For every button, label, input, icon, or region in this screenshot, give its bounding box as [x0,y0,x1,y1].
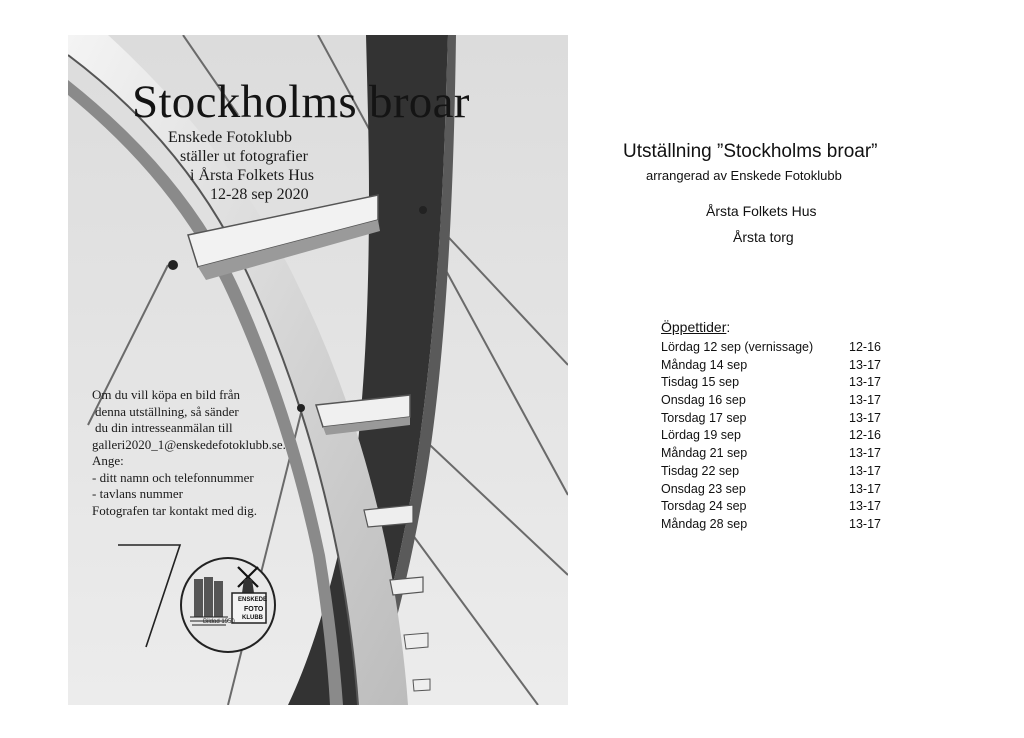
info-line: Fotografen tar kontakt med dig. [92,502,257,518]
hours-time: 13-17 [849,481,881,496]
hours-time: 13-17 [849,393,881,408]
hours-day: Lördag 19 sep [661,428,741,443]
hours-time: 13-17 [849,410,881,425]
hours-time: 12-16 [849,340,881,354]
hours-row [661,374,891,392]
club-logo [178,555,278,655]
hours-day: Måndag 14 sep [661,357,748,372]
info-line: denna utställning, så sänder [95,403,239,419]
hours-day: Onsdag 23 sep [661,481,746,496]
club-logo-icon [178,555,278,655]
hours-day: Lördag 12 sep (vernissage) [661,340,814,354]
hours-time: 13-17 [849,357,881,372]
hours-row [661,427,891,445]
info-line: du din intresseanmälan till [95,420,233,435]
opening-hours-heading-colon: : [726,319,731,335]
hours-day: Torsdag 24 sep [661,499,747,514]
logo-text: KLUBB [242,615,263,621]
info-line: - ditt namn och telefonnummer [92,469,254,485]
logo-founded: Bildad 1950 [203,619,235,625]
exhibition-poster [68,35,568,705]
hours-row [661,463,891,481]
poster-subtitle-line: i Årsta Folkets Hus [190,167,314,184]
bridge-photograph [68,35,568,705]
hours-time: 13-17 [849,375,881,390]
opening-hours-heading [661,319,730,335]
hours-time: 13-17 [849,446,881,461]
hours-row [661,410,891,428]
exhibition-organizer: arrangerad av Enskede Fotoklubb [646,168,842,183]
poster-club-name: Enskede Fotoklubb [168,129,292,146]
poster-subtitle-line: ställer ut fotografier [180,148,308,165]
exhibition-title: Utställning ”Stockholms broar” [623,141,878,162]
hours-row [661,392,891,410]
hours-time: 13-17 [849,463,881,478]
hours-row [661,445,891,463]
hours-day: Tisdag 15 sep [661,375,740,390]
hours-row [661,498,891,516]
logo-text: ENSKEDE [238,597,268,603]
exhibition-venue: Årsta Folkets Hus [706,203,817,219]
hours-day: Torsdag 17 sep [661,410,747,425]
hours-day: Måndag 21 sep [661,446,748,461]
hours-row [661,339,891,357]
hours-row [661,357,891,375]
poster-dates: 12-28 sep 2020 [210,186,309,203]
hours-time: 13-17 [849,516,881,531]
info-line: Ange: [92,453,124,468]
poster-title: Stockholms broar [132,76,470,128]
hours-day: Måndag 28 sep [661,516,748,531]
opening-hours-heading-text: Öppettider [661,319,727,335]
exhibition-location: Årsta torg [733,229,794,245]
hours-row [661,516,891,534]
hours-row [661,481,891,499]
hours-time: 12-16 [849,428,881,443]
hours-day: Onsdag 16 sep [661,393,746,408]
opening-hours-list [661,339,891,534]
info-email: galleri2020_1@enskedefotoklubb.se. [92,436,286,452]
hours-day: Tisdag 22 sep [661,463,740,478]
info-line: Om du vill köpa en bild från [92,387,241,402]
poster-purchase-info [92,387,286,519]
hours-time: 13-17 [849,499,881,514]
logo-text: FOTO [244,606,264,613]
info-line: - tavlans nummer [92,486,183,501]
